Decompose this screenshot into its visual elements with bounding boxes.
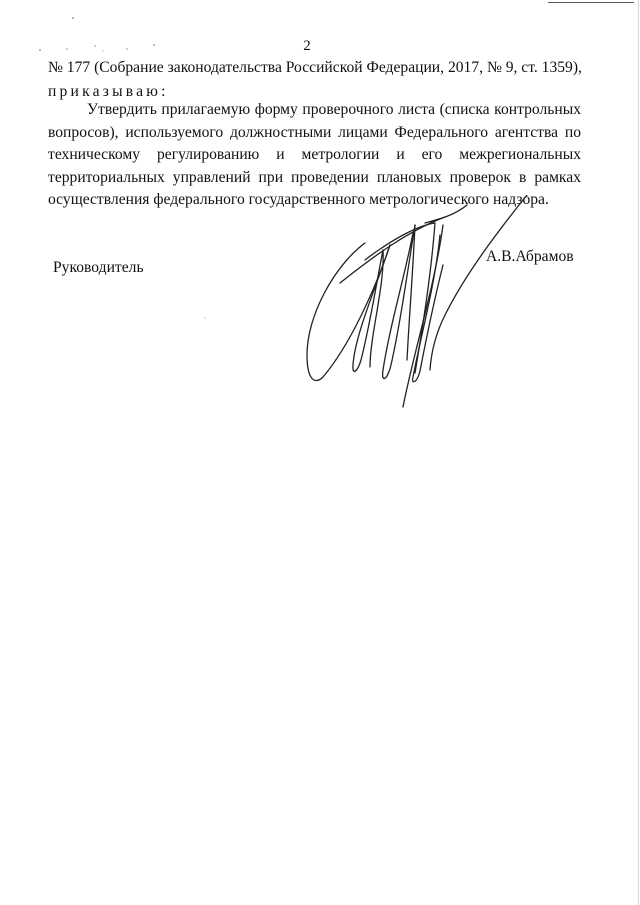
signatory-position: Руководитель <box>53 259 144 276</box>
order-paragraph: Утвердить прилагаемую форму проверочного листа (списка контрольных вопросов), используемого должностными лицами Федерального агентства по техническому регулированию и метрологии и его межрегиональных территориальных управлений при проведении плановых проверок в рамках осуществления федерального государственного метрологического надзора. <box>48 101 581 209</box>
order-keyword: приказываю: <box>48 83 169 100</box>
scan-edge-line <box>548 2 634 3</box>
page-number: 2 <box>303 38 311 54</box>
scan-edge-shadow <box>638 0 639 905</box>
handwritten-signature <box>295 195 535 410</box>
signatory-name: А.В.Абрамов <box>486 248 574 265</box>
legal-reference-line: № 177 (Собрание законодательства Российской Федерации, 2017, № 9, ст. 1359), <box>48 59 582 76</box>
